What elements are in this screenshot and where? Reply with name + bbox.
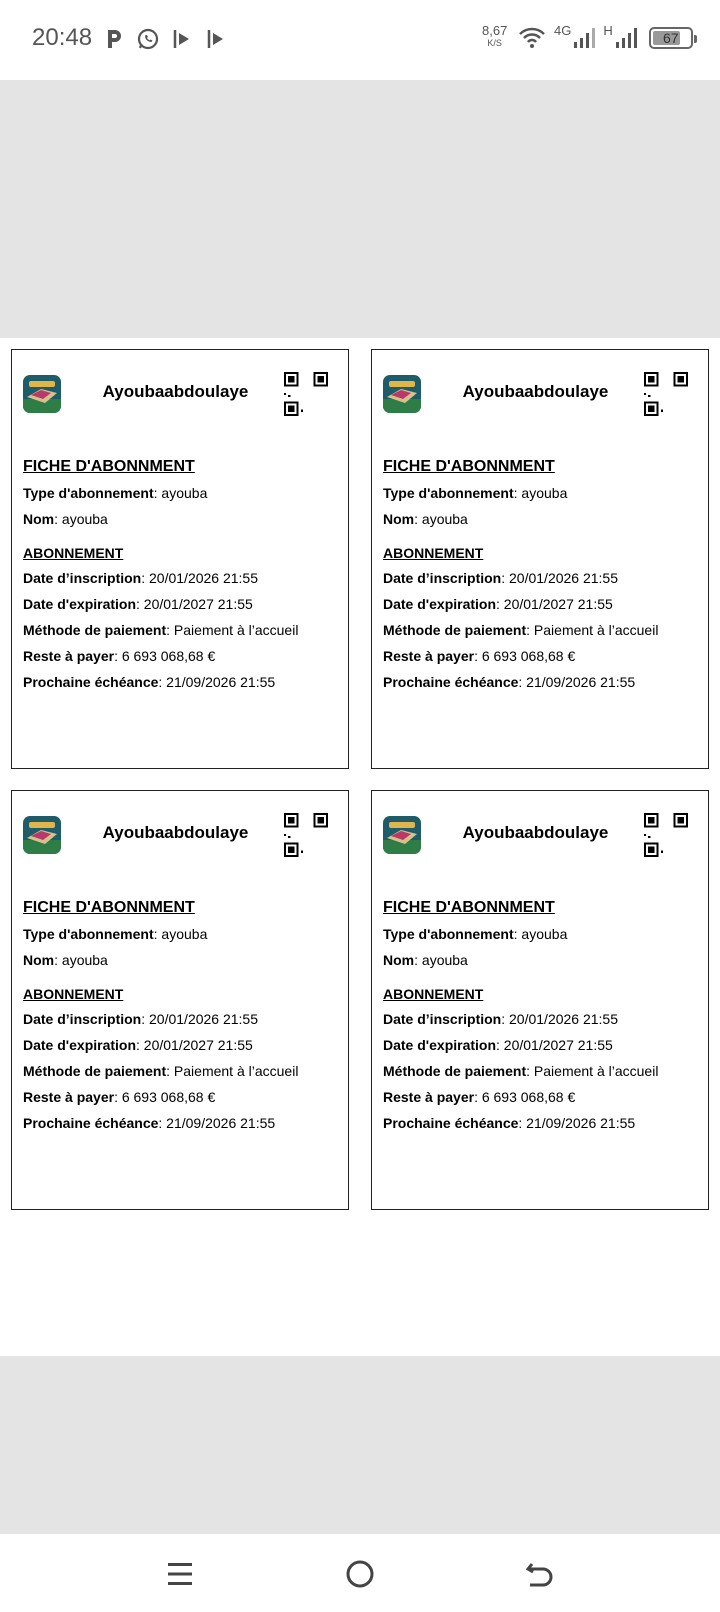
expiration-label: Date d'expiration xyxy=(23,1037,137,1053)
type-value: : ayouba xyxy=(513,485,568,501)
card-brand: Ayoubaabdoulaye xyxy=(462,382,609,401)
next-due-value: : 21/09/2026 21:55 xyxy=(158,674,276,690)
network-speed-unit: K/S xyxy=(487,38,502,48)
home-icon xyxy=(340,1554,380,1594)
card-header xyxy=(23,813,328,857)
next-due-row xyxy=(383,674,700,690)
expiration-value: : 20/01/2027 21:55 xyxy=(136,1037,253,1053)
next-due-row xyxy=(23,1115,340,1131)
expiration-label: Date d'expiration xyxy=(23,596,137,612)
inscription-value: : 20/01/2026 21:55 xyxy=(501,1011,619,1027)
next-due-row xyxy=(383,1115,700,1131)
remaining-label: Reste à payer xyxy=(23,648,115,664)
inscription-value: : 20/01/2026 21:55 xyxy=(501,570,619,586)
payment-method-value: : Paiement à l’accueil xyxy=(166,1063,299,1079)
inscription-label: Date d’inscription xyxy=(383,570,502,586)
remaining-label: Reste à payer xyxy=(383,1089,475,1105)
remaining-row xyxy=(23,1089,340,1105)
next-due-label: Prochaine échéance xyxy=(383,674,519,690)
app-logo xyxy=(383,816,421,854)
subscription-card xyxy=(11,790,349,1210)
wifi-icon xyxy=(518,26,546,50)
qr-code-icon xyxy=(644,813,688,857)
type-row xyxy=(383,926,700,942)
type-value: : ayouba xyxy=(153,485,208,501)
card-brand: Ayoubaabdoulaye xyxy=(102,823,249,842)
nom-label: Nom xyxy=(383,952,415,968)
section-title: FICHE D'ABONNMENT xyxy=(383,899,555,916)
app-logo xyxy=(23,816,61,854)
payment-method-row xyxy=(383,622,700,638)
payment-method-value: : Paiement à l’accueil xyxy=(526,622,659,638)
next-due-label: Prochaine échéance xyxy=(23,674,159,690)
remaining-row xyxy=(383,648,700,664)
navigation-bar xyxy=(0,1534,720,1612)
payment-method-label: Méthode de paiement xyxy=(383,622,527,638)
remaining-label: Reste à payer xyxy=(23,1089,115,1105)
card-header xyxy=(383,372,688,416)
nom-row xyxy=(383,511,700,527)
signal-icon xyxy=(615,27,637,49)
expiration-label: Date d'expiration xyxy=(383,1037,497,1053)
inscription-label: Date d’inscription xyxy=(383,1011,502,1027)
remaining-value: : 6 693 068,68 € xyxy=(114,1089,216,1105)
inscription-row xyxy=(383,570,700,586)
inscription-value: : 20/01/2026 21:55 xyxy=(141,570,259,586)
card-brand: Ayoubaabdoulaye xyxy=(102,382,249,401)
remaining-row xyxy=(383,1089,700,1105)
remaining-row xyxy=(23,648,340,664)
nom-row xyxy=(383,952,700,968)
type-value: : ayouba xyxy=(153,926,208,942)
nom-value: : ayouba xyxy=(54,511,108,527)
app-logo xyxy=(383,375,421,413)
notification-icons xyxy=(102,27,228,51)
inscription-row xyxy=(23,1011,340,1027)
signal1-label: 4G xyxy=(554,22,572,38)
bottom-gray-area xyxy=(0,1356,720,1534)
qr-code-icon xyxy=(284,813,328,857)
network-speed-value: 8,67 xyxy=(482,23,508,38)
qr-code-icon xyxy=(284,372,328,416)
nom-label: Nom xyxy=(23,952,55,968)
type-label: Type d'abonnement xyxy=(23,485,154,501)
next-due-value: : 21/09/2026 21:55 xyxy=(158,1115,276,1131)
subscription-card xyxy=(11,349,349,769)
inscription-row xyxy=(383,1011,700,1027)
payment-method-label: Méthode de paiement xyxy=(23,622,167,638)
payment-method-row xyxy=(23,1063,340,1079)
inscription-row xyxy=(23,570,340,586)
section-title: FICHE D'ABONNMENT xyxy=(23,899,195,916)
back-icon xyxy=(520,1554,560,1594)
whatsapp-icon xyxy=(136,27,160,51)
app-logo-icon xyxy=(23,375,61,413)
payment-method-row xyxy=(23,622,340,638)
expiration-value: : 20/01/2027 21:55 xyxy=(496,1037,613,1053)
expiration-row xyxy=(383,1037,700,1053)
app-logo-icon xyxy=(23,816,61,854)
battery-level: 67 xyxy=(662,30,679,46)
inscription-label: Date d’inscription xyxy=(23,570,142,586)
type-row xyxy=(383,485,700,501)
next-due-label: Prochaine échéance xyxy=(23,1115,159,1131)
subsection-title: ABONNEMENT xyxy=(23,986,124,1002)
payment-method-value: : Paiement à l’accueil xyxy=(526,1063,659,1079)
play-store-icon xyxy=(204,27,228,51)
type-value: : ayouba xyxy=(513,926,568,942)
next-due-value: : 21/09/2026 21:55 xyxy=(518,674,636,690)
status-time: 20:48 xyxy=(32,24,93,51)
signal2-label: H xyxy=(603,22,613,38)
inscription-label: Date d’inscription xyxy=(23,1011,142,1027)
nom-value: : ayouba xyxy=(414,511,468,527)
remaining-value: : 6 693 068,68 € xyxy=(114,648,216,664)
app-logo xyxy=(23,375,61,413)
type-label: Type d'abonnement xyxy=(23,926,154,942)
next-due-label: Prochaine échéance xyxy=(383,1115,519,1131)
app-logo-icon xyxy=(383,816,421,854)
home-button[interactable] xyxy=(340,1554,380,1594)
type-label: Type d'abonnement xyxy=(383,485,514,501)
menu-icon xyxy=(160,1554,200,1594)
p-icon xyxy=(102,27,126,51)
remaining-label: Reste à payer xyxy=(383,648,475,664)
next-due-value: : 21/09/2026 21:55 xyxy=(518,1115,636,1131)
status-right-icons xyxy=(518,22,693,50)
card-body xyxy=(383,458,700,700)
payment-method-label: Méthode de paiement xyxy=(383,1063,527,1079)
status-bar xyxy=(0,0,720,80)
subsection-title: ABONNEMENT xyxy=(383,986,484,1002)
top-gray-area xyxy=(0,80,720,338)
card-body xyxy=(23,899,340,1141)
qr-code-icon xyxy=(644,372,688,416)
section-title: FICHE D'ABONNMENT xyxy=(383,458,555,475)
subsection-title: ABONNEMENT xyxy=(383,545,484,561)
remaining-value: : 6 693 068,68 € xyxy=(474,1089,576,1105)
expiration-row xyxy=(23,1037,340,1053)
card-body xyxy=(23,458,340,700)
nom-value: : ayouba xyxy=(414,952,468,968)
signal-icon xyxy=(573,27,595,49)
subscription-card xyxy=(371,349,709,769)
battery-icon xyxy=(649,27,693,49)
nom-label: Nom xyxy=(23,511,55,527)
expiration-row xyxy=(383,596,700,612)
expiration-value: : 20/01/2027 21:55 xyxy=(136,596,253,612)
card-body xyxy=(383,899,700,1141)
expiration-value: : 20/01/2027 21:55 xyxy=(496,596,613,612)
nom-row xyxy=(23,952,340,968)
type-row xyxy=(23,485,340,501)
payment-method-label: Méthode de paiement xyxy=(23,1063,167,1079)
back-button[interactable] xyxy=(520,1554,560,1594)
subscription-card xyxy=(371,790,709,1210)
expiration-row xyxy=(23,596,340,612)
payment-method-value: : Paiement à l’accueil xyxy=(166,622,299,638)
inscription-value: : 20/01/2026 21:55 xyxy=(141,1011,259,1027)
section-title: FICHE D'ABONNMENT xyxy=(23,458,195,475)
payment-method-row xyxy=(383,1063,700,1079)
remaining-value: : 6 693 068,68 € xyxy=(474,648,576,664)
expiration-label: Date d'expiration xyxy=(383,596,497,612)
app-logo-icon xyxy=(383,375,421,413)
type-label: Type d'abonnement xyxy=(383,926,514,942)
nom-label: Nom xyxy=(383,511,415,527)
subsection-title: ABONNEMENT xyxy=(23,545,124,561)
nom-value: : ayouba xyxy=(54,952,108,968)
menu-button[interactable] xyxy=(160,1554,200,1594)
type-row xyxy=(23,926,340,942)
nom-row xyxy=(23,511,340,527)
card-brand: Ayoubaabdoulaye xyxy=(462,823,609,842)
play-store-icon xyxy=(170,27,194,51)
card-header xyxy=(383,813,688,857)
card-header xyxy=(23,372,328,416)
next-due-row xyxy=(23,674,340,690)
network-speed xyxy=(482,24,507,50)
